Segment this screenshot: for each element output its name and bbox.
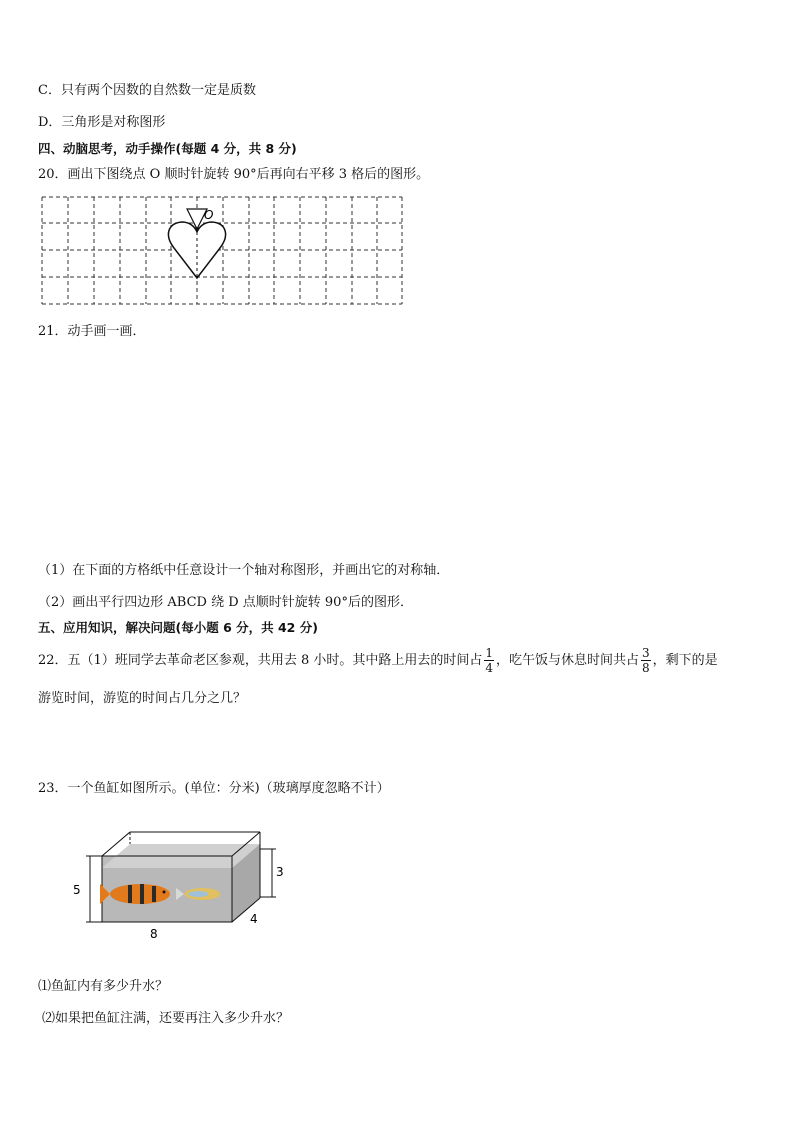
q20-grid-figure [40, 195, 406, 307]
dim-height-marker [86, 856, 102, 922]
question-22-part2: ，吃午饭与休息时间共占 [496, 653, 640, 668]
fraction-one-quarter [484, 646, 494, 675]
question-21: 21．动手画一画． [38, 324, 146, 339]
section-4-title: 四、动脑思考，动手操作(每题 4 分，共 8 分) [38, 141, 297, 156]
question-21-sub2: （2）画出平行四边形 ABCD 绕 D 点顺时针旋转 90°后的图形． [38, 595, 413, 610]
fish-tank-figure [66, 822, 296, 946]
dim-water-label: 3 [276, 865, 284, 879]
dim-height-label: 5 [73, 883, 81, 897]
point-o-label: O [204, 208, 214, 222]
fraction-1-numerator: 1 [485, 646, 493, 660]
option-d: D．三角形是对称图形 [38, 115, 166, 130]
question-23-sub1: ⑴鱼缸内有多少升水？ [38, 979, 169, 994]
fraction-1-denominator: 4 [485, 661, 493, 675]
question-23: 23．一个鱼缸如图所示。(单位：分米)（玻璃厚度忽略不计） [38, 781, 390, 796]
fraction-2-denominator: 8 [642, 661, 650, 675]
dim-length-label: 8 [150, 927, 158, 941]
section-5-title: 五、应用知识，解决问题(每小题 6 分，共 42 分) [38, 620, 318, 635]
question-22-part3: ，剩下的是 [652, 653, 718, 668]
question-22-line1 [38, 646, 718, 675]
question-23-sub2: ⑵如果把鱼缸注满，还要再注入多少升水？ [42, 1011, 290, 1026]
dashed-grid [42, 197, 402, 304]
dim-width-label: 4 [250, 912, 258, 926]
dim-water-marker [260, 849, 276, 897]
question-22-line2: 游览时间，游览的时间占几分之几？ [38, 691, 247, 706]
point-o [195, 227, 199, 231]
question-22-part1: 22．五（1）班同学去革命老区参观，共用去 8 小时。其中路上用去的时间占 [38, 653, 483, 668]
question-20: 20．画出下图绕点 O 顺时针旋转 90°后再向右平移 3 格后的图形。 [38, 167, 430, 182]
fraction-2-numerator: 3 [642, 646, 650, 660]
option-c: C．只有两个因数的自然数一定是质数 [38, 83, 256, 98]
question-21-sub1: （1）在下面的方格纸中任意设计一个轴对称图形，并画出它的对称轴． [38, 563, 450, 578]
fraction-three-eighths [641, 646, 651, 675]
